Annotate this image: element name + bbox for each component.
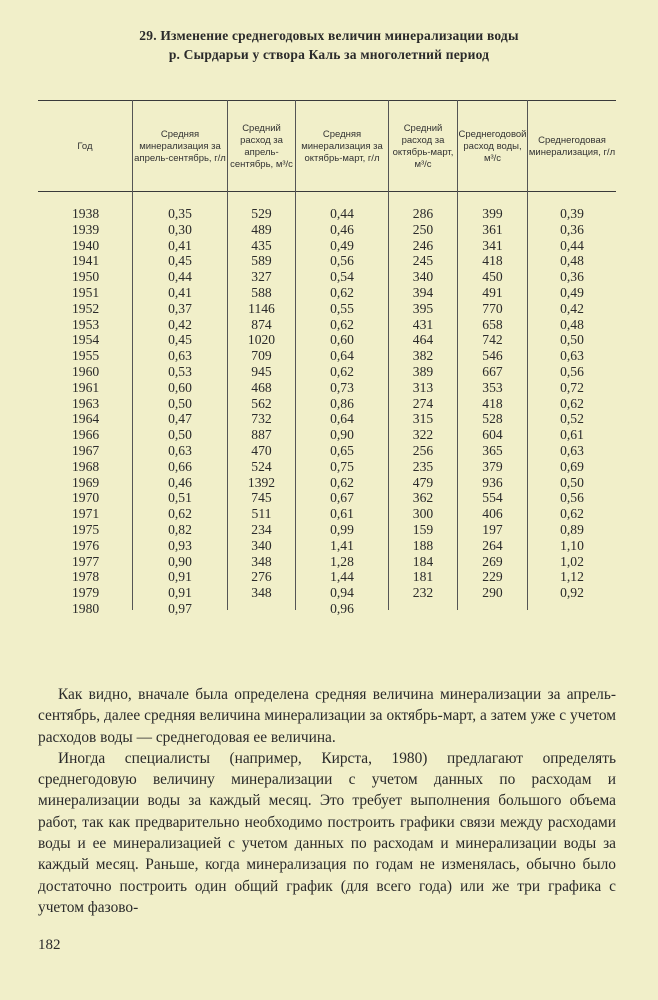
table-cell: 1975 — [72, 521, 100, 537]
table-cell: 0,63 — [168, 442, 192, 458]
header-min-year: Среднегодовая минерализация, г/л — [528, 135, 616, 158]
table-cell: 0,64 — [330, 348, 354, 364]
table-cell: 1939 — [72, 221, 100, 237]
table-cell: 0,72 — [560, 379, 584, 395]
table-cell: 1940 — [72, 237, 100, 253]
table-cell: 1977 — [72, 553, 100, 569]
paragraph: Иногда специалисты (например, Кирста, 1980) предлагают определять среднегодовую величину минерализации с учетом данных по расходам и минерализации воды за каждый месяц. Это требует выполнения большого объема работ, так как предварительно необходимо построить графики связи между расходами воды и ее минерализацией с учетом данных по расходам и минерализации воды за каждый месяц. Раньше, когда минерализация по годам не изменялась, обычно было достаточно построить один общий график (для всего года) или же три графика с учетом фазово- — [38, 749, 616, 916]
table-cell: 1955 — [72, 348, 100, 364]
table-cell: 1952 — [72, 300, 100, 316]
table-cell: 588 — [251, 284, 272, 300]
table-cell: 1020 — [247, 332, 276, 348]
table-cell: 0,46 — [330, 221, 354, 237]
table-cell: 406 — [482, 506, 503, 522]
table-cell: 340 — [412, 269, 434, 285]
table-cell: 0,45 — [168, 332, 192, 348]
table-cell: 382 — [412, 348, 434, 364]
table-cell: 0,62 — [560, 395, 584, 411]
header-flow-year: Среднегодовой расход воды, м³/с — [458, 129, 527, 164]
table-cell: 0,56 — [560, 490, 584, 506]
table-cell: 0,50 — [168, 395, 192, 411]
table-cell: 250 — [412, 221, 434, 237]
table-cell: 431 — [412, 316, 434, 332]
table-cell: 1980 — [72, 600, 100, 616]
table-cell — [228, 601, 295, 617]
table-cell: 0,50 — [560, 332, 584, 348]
table-caption — [0, 26, 658, 64]
table-cell: 0,42 — [560, 300, 584, 316]
table-cell: 1966 — [72, 427, 100, 443]
page-number: 182 — [38, 937, 61, 953]
table-cell: 1971 — [72, 506, 100, 522]
table-cell: 245 — [412, 253, 434, 269]
table-cell: 341 — [482, 237, 503, 253]
table-cell: 0,52 — [560, 411, 584, 427]
column-year — [72, 206, 132, 617]
table-cell: 322 — [412, 427, 434, 443]
header-year: Год — [77, 141, 93, 152]
table-cell: 353 — [482, 379, 503, 395]
table-cell: 0,67 — [330, 490, 354, 506]
data-table — [38, 100, 616, 616]
table-cell: 936 — [482, 474, 503, 490]
table-cell — [528, 601, 616, 617]
table-cell: 0,92 — [560, 585, 584, 601]
table-cell: 546 — [482, 348, 503, 364]
table-cell: 0,39 — [560, 206, 584, 221]
table-cell: 0,64 — [330, 411, 354, 427]
table-cell: 709 — [251, 348, 272, 364]
header-flow-oct-mar: Средний расход за октябрь-март, м³/с — [392, 123, 454, 170]
table-cell: 0,30 — [168, 221, 192, 237]
column-flow-year — [458, 206, 527, 617]
table-cell: 379 — [482, 458, 503, 474]
table-cell: 0,99 — [330, 521, 354, 537]
column-min-oct-mar — [296, 206, 388, 617]
table-cell: 554 — [482, 490, 503, 506]
table-cell: 1,44 — [330, 569, 354, 585]
column-flow-oct-mar — [389, 206, 457, 617]
table-cell: 511 — [251, 506, 272, 522]
body-text — [38, 684, 616, 918]
table-cell: 524 — [251, 458, 272, 474]
table-cell: 0,47 — [168, 411, 192, 427]
table-cell: 464 — [412, 332, 434, 348]
table-cell: 264 — [482, 537, 503, 553]
table-cell: 1950 — [72, 269, 100, 285]
table-cell: 313 — [412, 379, 434, 395]
table-cell: 286 — [412, 206, 434, 221]
table-cell: 276 — [251, 569, 272, 585]
table-cell: 1969 — [72, 474, 100, 490]
table-cell: 1,12 — [560, 569, 584, 585]
table-cell: 1976 — [72, 537, 100, 553]
table-cell: 1146 — [248, 300, 275, 316]
table-cell: 1941 — [72, 253, 100, 269]
table-cell: 0,36 — [560, 221, 584, 237]
table-cell: 0,50 — [168, 427, 192, 443]
table-cell: 945 — [251, 363, 272, 379]
header-min-oct-mar: Средняя минерализация за октябрь-март, г/л — [301, 129, 383, 164]
caption-line-1: 29. Изменение среднегодовых величин минерализации воды — [139, 28, 519, 43]
column-flow-apr-sep — [228, 206, 295, 617]
table-cell: 0,60 — [168, 379, 192, 395]
table-cell: 0,69 — [560, 458, 584, 474]
table-cell: 0,55 — [330, 300, 354, 316]
table-cell: 0,63 — [560, 442, 584, 458]
table-cell: 0,54 — [330, 269, 354, 285]
table-cell: 1954 — [72, 332, 100, 348]
table-cell: 1,02 — [560, 553, 584, 569]
table-cell: 0,61 — [330, 506, 354, 522]
table-cell: 0,75 — [330, 458, 354, 474]
table-cell: 1963 — [72, 395, 100, 411]
table-cell: 0,48 — [560, 316, 584, 332]
table-cell: 0,86 — [330, 395, 354, 411]
table-cell: 348 — [251, 585, 272, 601]
table-cell: 1,28 — [330, 553, 354, 569]
table-cell: 365 — [482, 442, 503, 458]
table-cell: 0,62 — [330, 474, 354, 490]
table-cell: 389 — [412, 363, 434, 379]
table-cell: 327 — [251, 269, 272, 285]
table-cell: 0,60 — [330, 332, 354, 348]
table-cell: 1967 — [72, 442, 100, 458]
table-cell: 0,89 — [560, 521, 584, 537]
table-cell: 188 — [412, 537, 434, 553]
table-cell: 232 — [412, 585, 434, 601]
table-cell: 0,53 — [168, 363, 192, 379]
table-cell: 0,93 — [168, 537, 192, 553]
table-cell: 0,94 — [330, 585, 354, 601]
table-cell: 0,36 — [560, 269, 584, 285]
table-cell: 604 — [482, 427, 503, 443]
table-cell: 0,97 — [168, 600, 192, 616]
table-cell: 0,49 — [560, 284, 584, 300]
table-cell: 1970 — [72, 490, 100, 506]
table-cell: 0,51 — [168, 490, 192, 506]
table-cell: 300 — [412, 506, 434, 522]
table-cell: 1960 — [72, 363, 100, 379]
table-cell: 1979 — [72, 585, 100, 601]
table-cell: 667 — [482, 363, 503, 379]
column-min-year — [528, 206, 616, 617]
table-cell: 589 — [251, 253, 272, 269]
table-cell: 0,90 — [168, 553, 192, 569]
table-cell: 745 — [251, 490, 272, 506]
table-cell: 0,62 — [330, 363, 354, 379]
table-cell: 529 — [251, 206, 272, 221]
table-cell: 0,45 — [168, 253, 192, 269]
table-top-rule — [38, 100, 616, 101]
table-cell: 256 — [412, 442, 434, 458]
table-cell: 246 — [412, 237, 434, 253]
header-min-apr-sep: Средняя минерализация за апрель-сентябрь, г/л — [134, 129, 226, 164]
table-cell: 340 — [251, 537, 272, 553]
table-cell: 1392 — [247, 474, 276, 490]
table-cell: 184 — [412, 553, 434, 569]
caption-line-2: р. Сырдарьи у створа Каль за многолетний период — [168, 47, 490, 62]
table-cell: 0,41 — [168, 284, 192, 300]
table-cell: 479 — [412, 474, 434, 490]
table-cell: 658 — [482, 316, 503, 332]
table-cell: 562 — [251, 395, 272, 411]
table-cell: 0,65 — [330, 442, 354, 458]
table-cell: 159 — [412, 521, 434, 537]
table-cell: 1,10 — [560, 537, 584, 553]
table-cell: 0,62 — [330, 284, 354, 300]
table-cell: 1938 — [72, 206, 100, 221]
table-cell: 315 — [412, 411, 434, 427]
table-cell: 394 — [412, 284, 434, 300]
table-cell: 0,44 — [560, 237, 584, 253]
table-cell: 0,82 — [168, 521, 192, 537]
table-cell: 0,91 — [168, 585, 192, 601]
table-cell: 274 — [412, 395, 434, 411]
table-cell: 0,91 — [168, 569, 192, 585]
table-cell: 732 — [251, 411, 272, 427]
table-cell: 0,41 — [168, 237, 192, 253]
table-cell: 399 — [482, 206, 503, 221]
table-cell: 0,56 — [560, 363, 584, 379]
table-cell: 0,96 — [330, 600, 354, 616]
table-cell: 470 — [251, 442, 272, 458]
table-cell: 0,48 — [560, 253, 584, 269]
table-cell: 450 — [482, 269, 503, 285]
table-cell: 1964 — [72, 411, 100, 427]
table-cell: 181 — [412, 569, 434, 585]
table-cell: 395 — [412, 300, 434, 316]
table-cell: 348 — [251, 553, 272, 569]
table-cell — [389, 601, 457, 617]
paragraph: Как видно, вначале была определена средняя величина минерализации за апрель-сентябрь, далее средняя величина минерализации за октябрь-март, а затем уже с учетом расходов воды — среднегодовая ее величина. — [38, 686, 616, 746]
table-cell: 435 — [251, 237, 272, 253]
table-cell: 362 — [412, 490, 434, 506]
table-cell: 0,62 — [560, 506, 584, 522]
table-cell: 0,46 — [168, 474, 192, 490]
table-cell: 269 — [482, 553, 503, 569]
table-cell: 0,62 — [168, 506, 192, 522]
table-cell: 1953 — [72, 316, 100, 332]
table-cell: 235 — [412, 458, 434, 474]
table-cell: 418 — [482, 253, 503, 269]
table-cell: 290 — [482, 585, 503, 601]
table-cell: 742 — [482, 332, 503, 348]
table-cell: 0,63 — [560, 348, 584, 364]
table-cell: 0,61 — [560, 427, 584, 443]
header-flow-apr-sep: Средний расход за апрель-сентябрь, м³/с — [230, 123, 293, 170]
table-cell: 468 — [251, 379, 272, 395]
table-cell: 0,66 — [168, 458, 192, 474]
table-cell: 770 — [482, 300, 503, 316]
table-cell: 418 — [482, 395, 503, 411]
table-cell: 0,42 — [168, 316, 192, 332]
table-cell: 528 — [482, 411, 503, 427]
table-cell: 887 — [251, 427, 272, 443]
table-cell: 0,44 — [168, 269, 192, 285]
table-cell: 0,35 — [168, 206, 192, 221]
table-cell: 489 — [251, 221, 272, 237]
table-cell — [458, 601, 527, 617]
table-cell: 0,49 — [330, 237, 354, 253]
table-cell: 1968 — [72, 458, 100, 474]
table-cell: 1951 — [72, 284, 100, 300]
table-cell: 234 — [251, 521, 272, 537]
table-cell: 361 — [482, 221, 503, 237]
table-cell: 0,73 — [330, 379, 354, 395]
table-cell: 1961 — [72, 379, 100, 395]
table-cell: 197 — [482, 521, 503, 537]
column-min-apr-sep — [133, 206, 227, 617]
table-header-rule — [38, 191, 616, 192]
table-cell: 0,50 — [560, 474, 584, 490]
table-cell: 0,90 — [330, 427, 354, 443]
table-cell: 0,44 — [330, 206, 354, 221]
table-cell: 0,56 — [330, 253, 354, 269]
table-cell: 0,63 — [168, 348, 192, 364]
table-cell: 0,62 — [330, 316, 354, 332]
table-cell: 1,41 — [330, 537, 354, 553]
table-cell: 0,37 — [168, 300, 192, 316]
table-cell: 874 — [251, 316, 272, 332]
table-cell: 229 — [482, 569, 503, 585]
table-cell: 1978 — [72, 569, 100, 585]
table-cell: 491 — [482, 284, 503, 300]
